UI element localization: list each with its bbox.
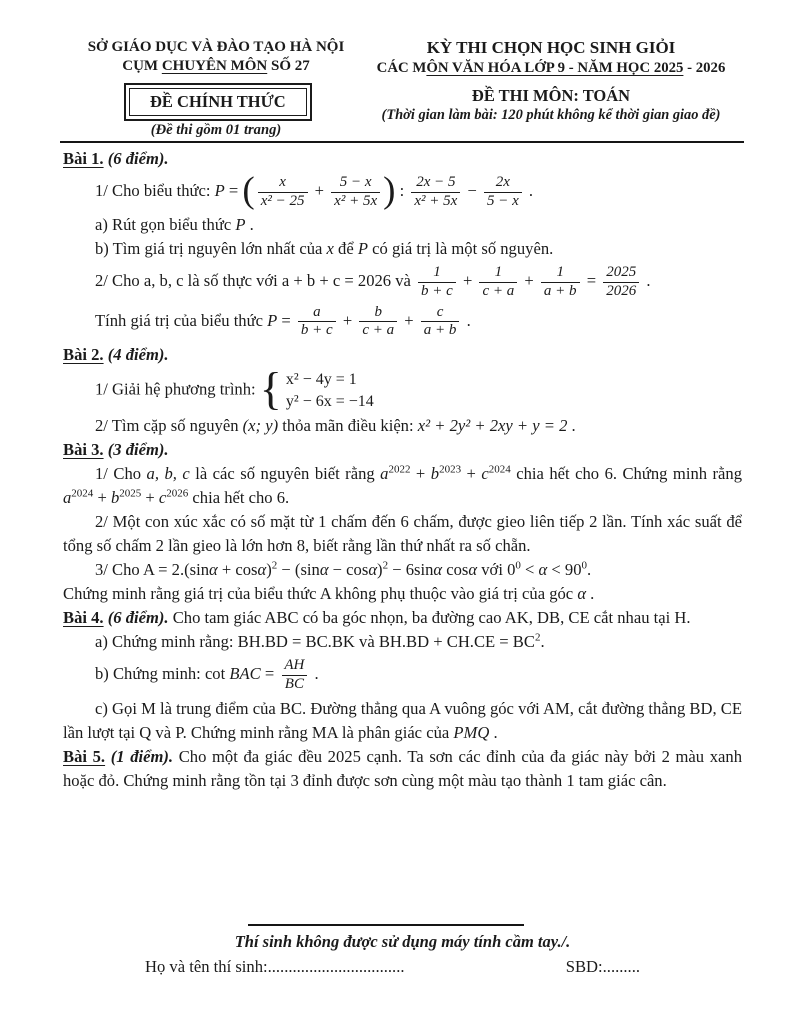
text-run: b: [110, 488, 120, 508]
org-division-underlined: CHUYÊN MÔN: [161, 58, 268, 74]
fraction-denominator: c + a: [479, 282, 517, 301]
superscript: 2: [271, 559, 278, 572]
text-run: PMQ: [453, 722, 490, 742]
candidate-number-field: SBD:.........: [565, 957, 640, 976]
text-run: α: [368, 560, 378, 580]
text-run: < 90: [547, 560, 582, 580]
org-name: [70, 38, 362, 57]
text-run: .: [642, 271, 651, 291]
text-run: Bài 5.: [63, 746, 106, 766]
text-run: a, b, c: [146, 464, 190, 484]
problem-4-partc: [63, 697, 742, 745]
problem-1-part2-question: [63, 304, 742, 340]
text-run: <: [520, 560, 539, 580]
fraction: [541, 264, 580, 300]
text-run: Bài 4.: [63, 608, 104, 628]
text-run: −: [463, 181, 481, 200]
text-run: a: [380, 464, 389, 484]
problem-1-part1-formula: [63, 170, 742, 212]
problem-3-part1: [63, 462, 742, 510]
time-limit-note: (Thời gian làm bài: 120 phút không kể thời gian giao đề): [381, 107, 721, 123]
text-run: − cos: [328, 560, 369, 580]
fraction-denominator: BC: [282, 675, 307, 694]
fraction-numerator: 1: [433, 264, 441, 281]
text-run: α: [319, 560, 329, 580]
superscript: 2024: [71, 487, 94, 500]
text-run: với 0: [477, 560, 516, 580]
text-run: 1/ Giải hệ phương trình:: [95, 379, 260, 399]
text-run: P: [267, 310, 278, 330]
fraction: [411, 174, 460, 210]
fraction-denominator: b + c: [298, 321, 336, 340]
fraction-numerator: 5 − x: [339, 174, 372, 190]
text-run: .: [540, 632, 545, 652]
official-exam-stamp-label: ĐỀ CHÍNH THỨC: [129, 88, 307, 116]
fraction-numerator: 1: [494, 264, 503, 281]
fraction-denominator: c + a: [359, 321, 397, 340]
problem-3-part3-formula: [63, 558, 742, 582]
fraction-numerator: c: [436, 303, 444, 320]
superscript: 2024: [488, 463, 511, 476]
text-run: có giá trị là một số nguyên.: [368, 239, 554, 259]
text-run: +: [310, 181, 329, 200]
big-paren: ): [383, 170, 396, 212]
fraction: [479, 264, 517, 300]
text-run: .: [586, 584, 595, 604]
subject-line: ĐỀ THI MÔN: TOÁN: [471, 86, 631, 105]
text-run: c) Gọi M là trung điểm của BC. Đường thẳng qua A vuông góc với AM, cắt đường thẳng BD, CE lần lượt tại Q và P. Chứng minh rằng MA là phân giác của: [63, 698, 742, 742]
text-run: +: [338, 310, 357, 330]
superscript: 2025: [119, 487, 142, 500]
fraction-numerator: 2x: [495, 174, 510, 190]
fraction: [418, 264, 456, 300]
text-run: =: [260, 664, 279, 684]
fraction-denominator: 5 − x: [484, 192, 522, 211]
text-run: Cho một đa giác đều 2025 cạnh. Ta sơn các đỉnh của đa giác này bởi 2 màu xanh hoặc đỏ. Chứng minh rằng tồn tại 3 đỉnh được sơn cùng một màu tạo thành 1 tam giác cân.: [63, 746, 742, 790]
text-run: a: [63, 488, 72, 508]
fraction-numerator: 2025: [606, 264, 637, 281]
text-run: − 6sin: [388, 560, 434, 580]
text-run: Bài 1.: [63, 149, 104, 168]
fraction-denominator: x² + 5x: [411, 192, 460, 211]
problem-3-heading: [63, 438, 742, 462]
superscript: 2023: [439, 463, 462, 476]
text-run: P: [357, 239, 368, 259]
fraction: [281, 657, 307, 693]
text-run: .: [310, 664, 319, 684]
footer-divider: [248, 924, 524, 926]
text-run: x: [326, 239, 334, 259]
text-run: +: [458, 271, 477, 291]
fraction-numerator: x: [279, 174, 286, 190]
exam-subtitle-pre: CÁC M: [376, 60, 427, 76]
text-run: Bài 3.: [63, 440, 104, 460]
text-run: chia hết cho 6.: [188, 488, 290, 508]
text-run: 2/ Tìm cặp số nguyên: [95, 416, 243, 436]
fraction-numerator: b: [374, 303, 382, 320]
text-run: (1 điểm).: [105, 746, 174, 766]
fraction: [484, 174, 522, 210]
text-run: để: [333, 239, 358, 259]
fraction: [298, 304, 336, 340]
text-run: +: [410, 464, 431, 484]
text-run: là các số nguyên biết rằng: [189, 464, 381, 484]
text-run: :: [395, 181, 409, 200]
text-run: 2/ Một con xúc xắc có số mặt từ 1 chấm đến 6 chấm, được gieo liên tiếp 2 lần. Tính xác suất để tổng số chấm 2 lần gieo là lớn hơn 8, biết rằng lần thứ nhất ra số chẵn.: [63, 512, 742, 556]
system-equation: y² − 6x = −14: [285, 393, 374, 411]
text-run: (4 điểm).: [103, 345, 169, 365]
text-run: BAC: [229, 664, 261, 684]
text-run: thỏa mãn điều kiện:: [278, 416, 418, 436]
fraction-denominator: x² − 25: [258, 192, 308, 211]
text-run: =: [582, 271, 601, 291]
problem-2-part1-system: [63, 362, 742, 414]
page-count-note: (Đề thi gồm 01 trang): [150, 122, 282, 138]
text-run: Tính giá trị của biểu thức: [95, 310, 268, 330]
superscript: 0: [581, 559, 588, 572]
text-run: Cho tam giác ABC có ba góc nhọn, ba đường cao AK, DB, CE cắt nhau tại H.: [168, 608, 691, 628]
text-run: (3 điểm).: [103, 440, 169, 460]
text-run: =: [277, 310, 295, 330]
fraction: [421, 304, 460, 340]
fraction-numerator: AH: [284, 657, 305, 674]
text-run: cos: [442, 560, 469, 580]
text-run: x² + 2y² + 2xy + y = 2: [417, 416, 568, 436]
text-run: .: [567, 416, 576, 436]
text-run: chia hết cho 6. Chứng minh rằng: [510, 464, 742, 484]
text-run: .: [489, 722, 498, 742]
text-run: +: [461, 464, 482, 484]
org-name-text: SỞ GIÁO DỤC VÀ ĐÀO TẠO HÀ NỘI: [87, 39, 345, 55]
problem-1-heading: [63, 147, 742, 171]
org-division-post: SỐ 27: [267, 58, 310, 74]
no-calculator-note: Thí sinh không được sử dụng máy tính cầm tay./.: [234, 932, 571, 951]
problem-4-parta: [63, 630, 742, 654]
problem-4-heading: [63, 606, 742, 630]
text-run: P: [214, 181, 225, 200]
candidate-name-field: Họ và tên thí sinh:.................................: [145, 957, 405, 976]
problem-1-part2-given: [63, 264, 742, 300]
text-run: α: [468, 560, 478, 580]
text-run: c: [481, 464, 489, 484]
text-run: a) Rút gọn biểu thức: [95, 215, 236, 235]
problem-3-part3-claim: [63, 582, 742, 606]
text-run: (x; y): [242, 416, 279, 436]
text-run: α: [257, 560, 267, 580]
problem-2-heading: [63, 343, 742, 367]
problem-5: [63, 745, 742, 793]
text-run: α: [433, 560, 443, 580]
fraction: [603, 264, 639, 300]
equation-system: { x² − 4y = 1 y² − 6x = −14: [259, 362, 374, 414]
org-division: [70, 57, 362, 76]
text-run: b) Tìm giá trị nguyên lớn nhất của: [95, 239, 327, 259]
text-run: +: [141, 488, 159, 508]
issuing-authority: [70, 38, 362, 76]
text-run: + cos: [217, 560, 258, 580]
exam-subtitle-underlined: ÔN VĂN HÓA LỚP 9 - NĂM HỌC 2025: [426, 60, 684, 76]
text-run: Bài 2.: [63, 345, 104, 365]
fraction-numerator: 2x − 5: [416, 174, 456, 190]
text-run: .: [587, 560, 592, 580]
problem-2-part2: [63, 414, 742, 438]
text-run: .: [524, 181, 534, 200]
text-run: +: [400, 310, 418, 330]
fraction-denominator: x² + 5x: [331, 192, 380, 211]
text-run: α: [209, 560, 218, 580]
text-run: (6 điểm).: [103, 608, 169, 628]
superscript: 2022: [388, 463, 411, 476]
fraction-denominator: 2026: [603, 282, 639, 301]
text-run: (6 điểm).: [103, 149, 169, 168]
fraction: [331, 174, 380, 210]
problem-3-part2: [63, 510, 742, 558]
fraction-denominator: b + c: [418, 282, 456, 301]
text-run: ): [377, 560, 383, 580]
text-run: 2/ Cho a, b, c là số thực với a + b + c = 2026 và: [95, 271, 416, 291]
exam-body: [63, 147, 742, 793]
official-exam-stamp-box: [124, 83, 312, 121]
system-rows: [286, 370, 374, 411]
exam-subtitle: [360, 58, 742, 78]
text-run: .: [462, 310, 471, 330]
text-run: P: [235, 215, 246, 235]
problem-1-part1a: [63, 213, 742, 237]
superscript: 0: [515, 559, 521, 572]
problem-1-part1b: [63, 237, 742, 261]
fraction-denominator: a + b: [541, 282, 580, 301]
text-run: b) Chứng minh: cot: [95, 664, 230, 684]
text-run: α: [577, 584, 587, 604]
text-run: Chứng minh rằng giá trị của biểu thức A không phụ thuộc vào giá trị của góc: [63, 584, 578, 604]
text-run: c: [158, 488, 167, 508]
text-run: − (sin: [277, 560, 320, 580]
text-run: +: [93, 488, 111, 508]
text-run: =: [224, 181, 243, 200]
text-run: ): [266, 560, 272, 580]
system-equation: x² − 4y = 1: [285, 371, 357, 389]
exam-subtitle-post: - 2026: [683, 60, 726, 76]
text-run: α: [538, 560, 548, 580]
fraction-numerator: a: [313, 303, 321, 320]
problem-4-partb: [63, 657, 742, 693]
header-divider: [60, 141, 744, 143]
text-run: a) Chứng minh rằng: BH.BD = BC.BK và BH.BD + CH.CE = BC: [95, 632, 535, 652]
superscript: 2: [534, 631, 541, 644]
text-run: .: [245, 215, 254, 235]
exam-title: KỲ THI CHỌN HỌC SINH GIỎI: [426, 38, 676, 57]
superscript: 2026: [166, 487, 189, 500]
text-run: 3/ Cho A = 2.(sin: [95, 560, 210, 580]
fraction-numerator: 1: [556, 264, 564, 281]
text-run: 1/ Cho: [95, 464, 147, 484]
text-run: 1/ Cho biểu thức:: [95, 181, 215, 200]
superscript: 2: [382, 559, 389, 572]
exam-title-block: [360, 37, 742, 78]
fraction: [258, 174, 308, 210]
text-run: b: [430, 464, 440, 484]
text-run: +: [520, 271, 538, 291]
fraction: [359, 304, 397, 340]
fraction-denominator: a + b: [421, 321, 460, 340]
big-paren: (: [242, 170, 255, 212]
org-division-pre: CỤM: [122, 58, 162, 74]
